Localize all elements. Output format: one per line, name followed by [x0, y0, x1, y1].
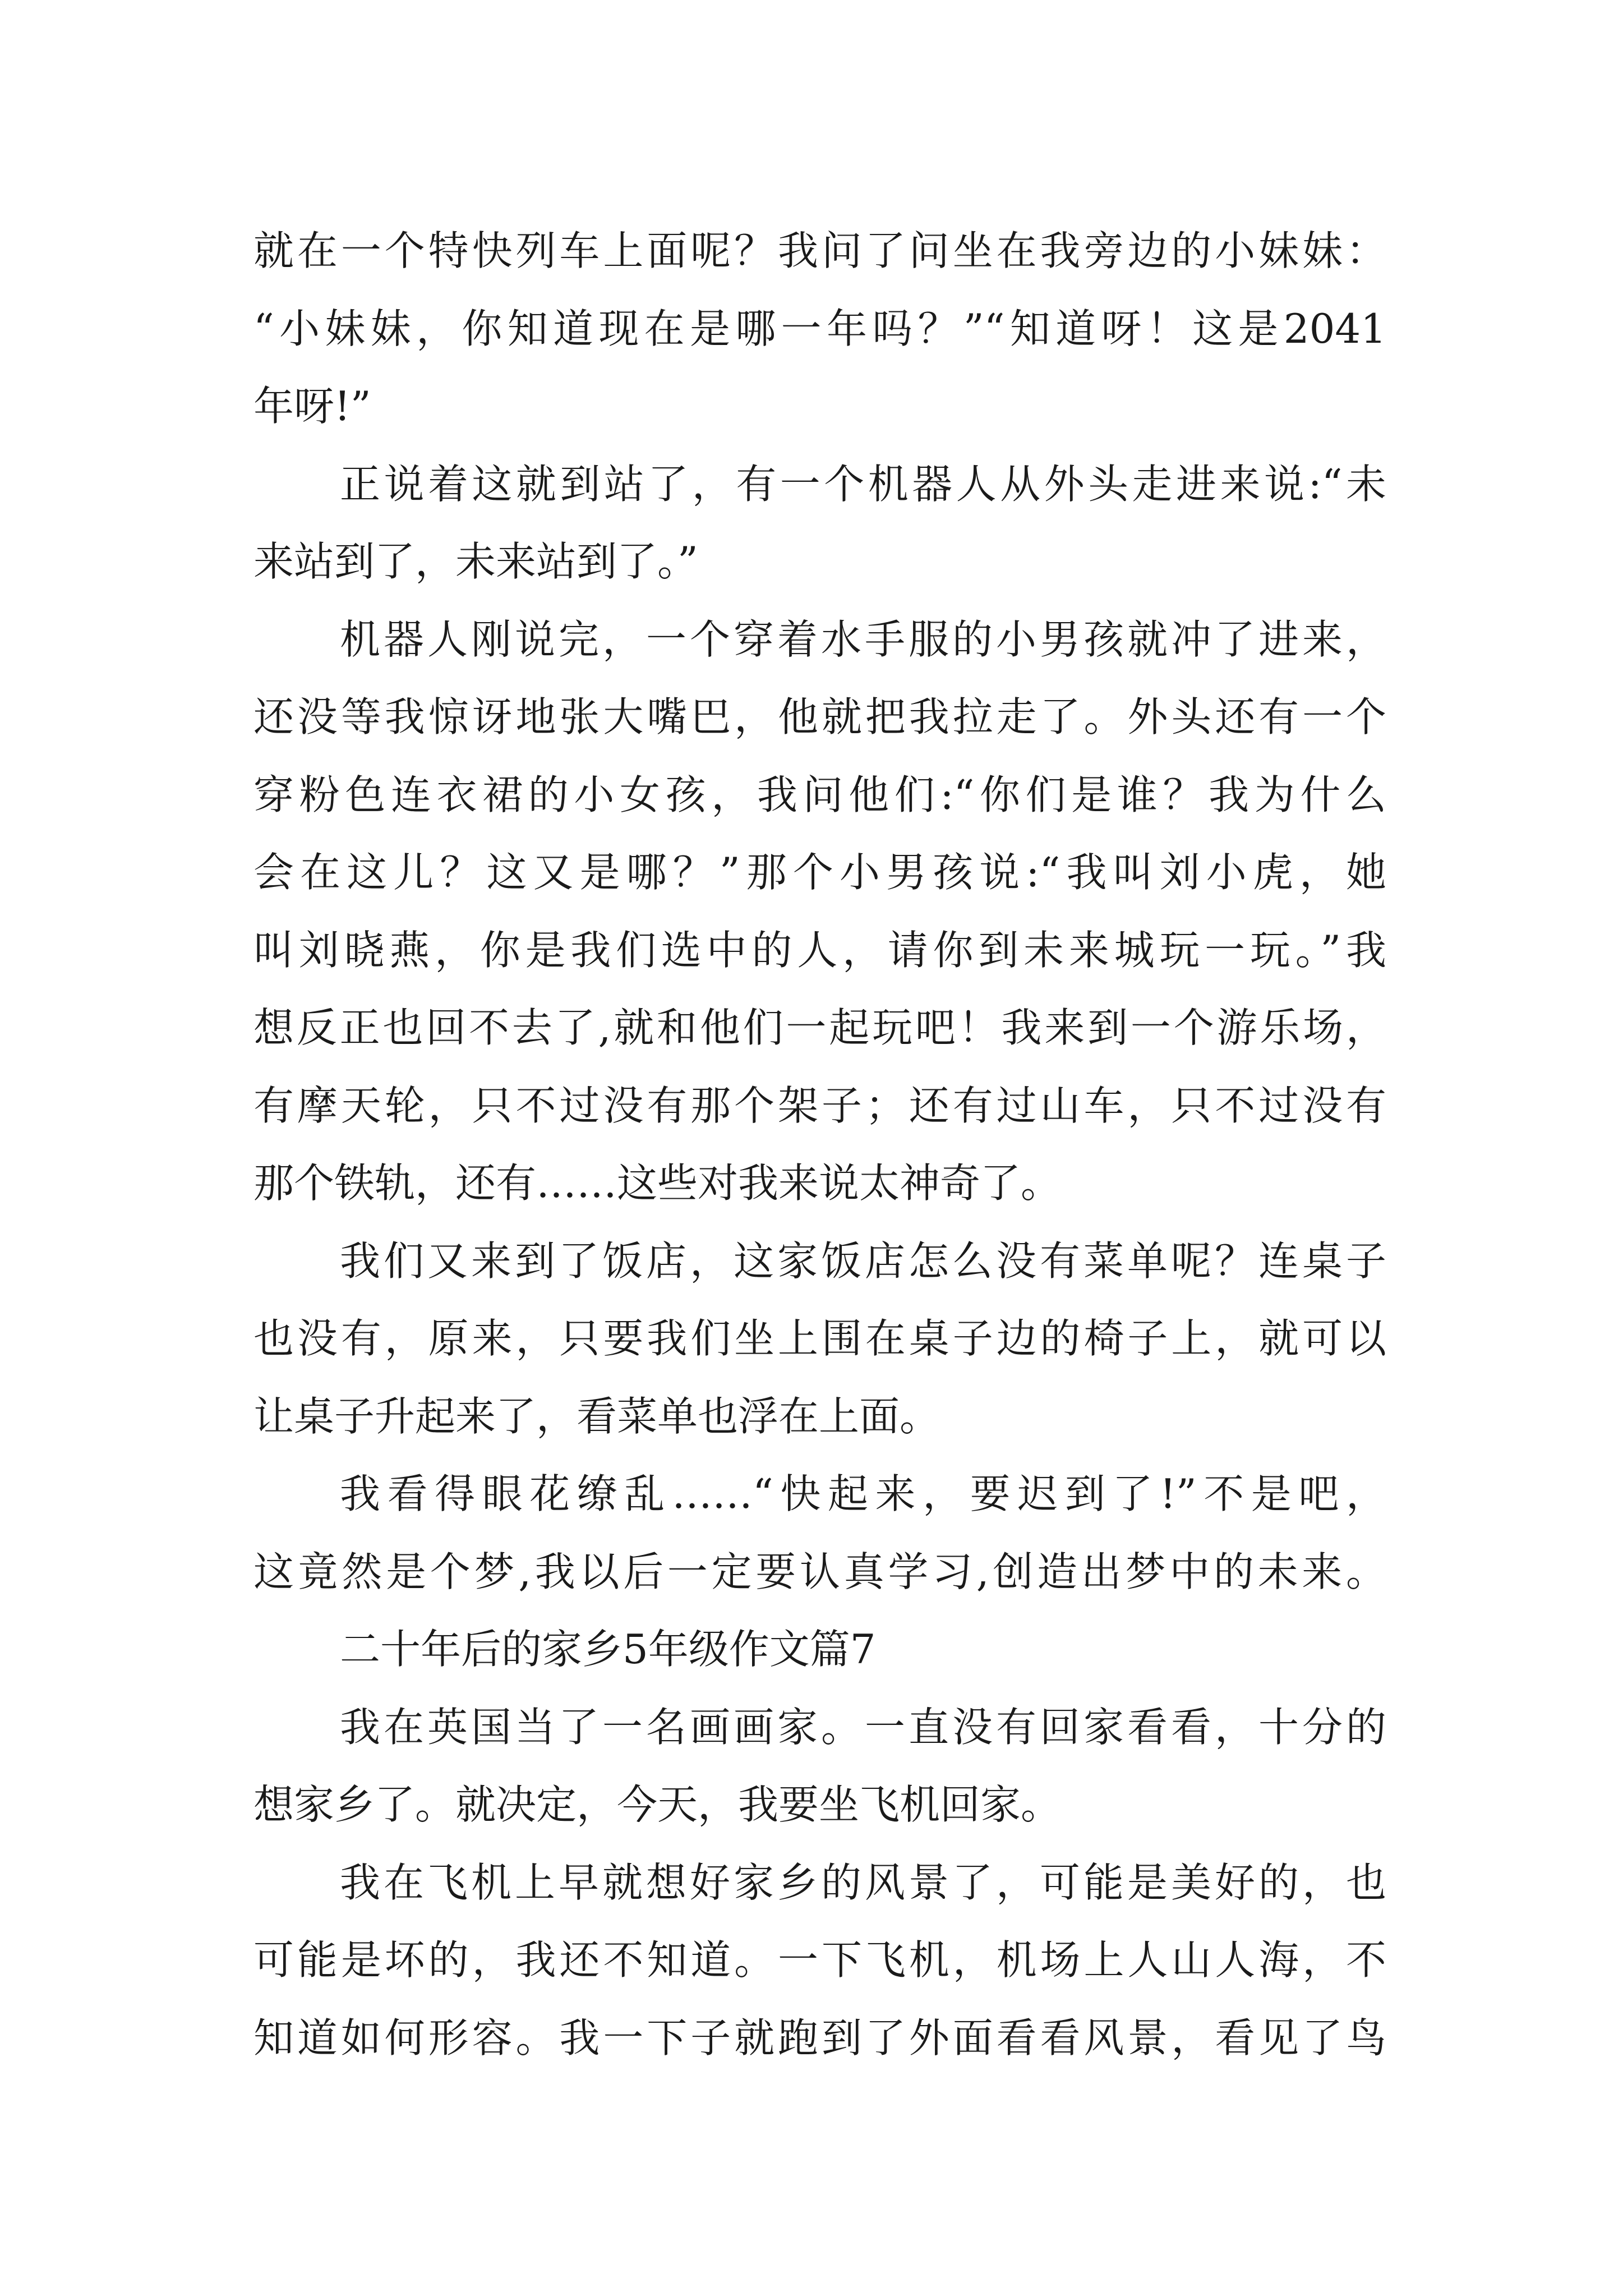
- document-body: [253, 212, 1386, 2077]
- text-line: “小妹妹，你知道现在是哪一年吗？”“知道呀！这是2041: [253, 305, 1386, 352]
- text-line: 我看得眼花缭乱……“快起来，要迟到了!”不是吧，: [340, 1470, 1386, 1517]
- text-line: 还没等我惊讶地张大嘴巴，他就把我拉走了。外头还有一个: [253, 693, 1386, 740]
- text-line: 有摩天轮，只不过没有那个架子；还有过山车，只不过没有: [253, 1082, 1386, 1129]
- text-line: 想反正也回不去了,就和他们一起玩吧！我来到一个游乐场，: [253, 1004, 1386, 1051]
- text-line: 穿粉色连衣裙的小女孩，我问他们:“你们是谁？我为什么: [253, 771, 1386, 818]
- text-line: 来站到了，未来站到了。”: [253, 538, 698, 585]
- text-line: 年呀!”: [253, 383, 371, 430]
- text-line: 知道如何形容。我一下子就跑到了外面看看风景，看见了鸟: [253, 2014, 1386, 2062]
- text-line: 我在飞机上早就想好家乡的风景了，可能是美好的，也: [340, 1858, 1386, 1906]
- text-line: 可能是坏的，我还不知道。一下飞机，机场上人山人海，不: [253, 1936, 1386, 1984]
- text-line: 叫刘晓燕，你是我们选中的人，请你到未来城玩一玩。”我: [253, 926, 1386, 974]
- text-line: 这竟然是个梦,我以后一定要认真学习,创造出梦中的未来。: [253, 1548, 1386, 1595]
- text-line: 就在一个特快列车上面呢？我问了问坐在我旁边的小妹妹：: [253, 227, 1386, 274]
- text-line: 让桌子升起来了，看菜单也浮在上面。: [253, 1392, 940, 1440]
- text-line: 我在英国当了一名画画家。一直没有回家看看，十分的: [340, 1703, 1386, 1751]
- text-line: 二十年后的家乡5年级作文篇7: [340, 1626, 876, 1673]
- text-line: 会在这儿？这又是哪？”那个小男孩说:“我叫刘小虎，她: [253, 849, 1386, 896]
- text-line: 正说着这就到站了，有一个机器人从外头走进来说:“未: [340, 460, 1386, 508]
- text-line: 机器人刚说完，一个穿着水手服的小男孩就冲了进来，: [340, 615, 1386, 663]
- text-line: 想家乡了。就决定，今天，我要坐飞机回家。: [253, 1781, 1062, 1828]
- text-line: 我们又来到了饭店，这家饭店怎么没有菜单呢？连桌子: [340, 1237, 1386, 1285]
- text-line: 那个铁轨，还有……这些对我来说太神奇了。: [253, 1159, 1062, 1207]
- text-line: 也没有，原来，只要我们坐上围在桌子边的椅子上，就可以: [253, 1315, 1386, 1362]
